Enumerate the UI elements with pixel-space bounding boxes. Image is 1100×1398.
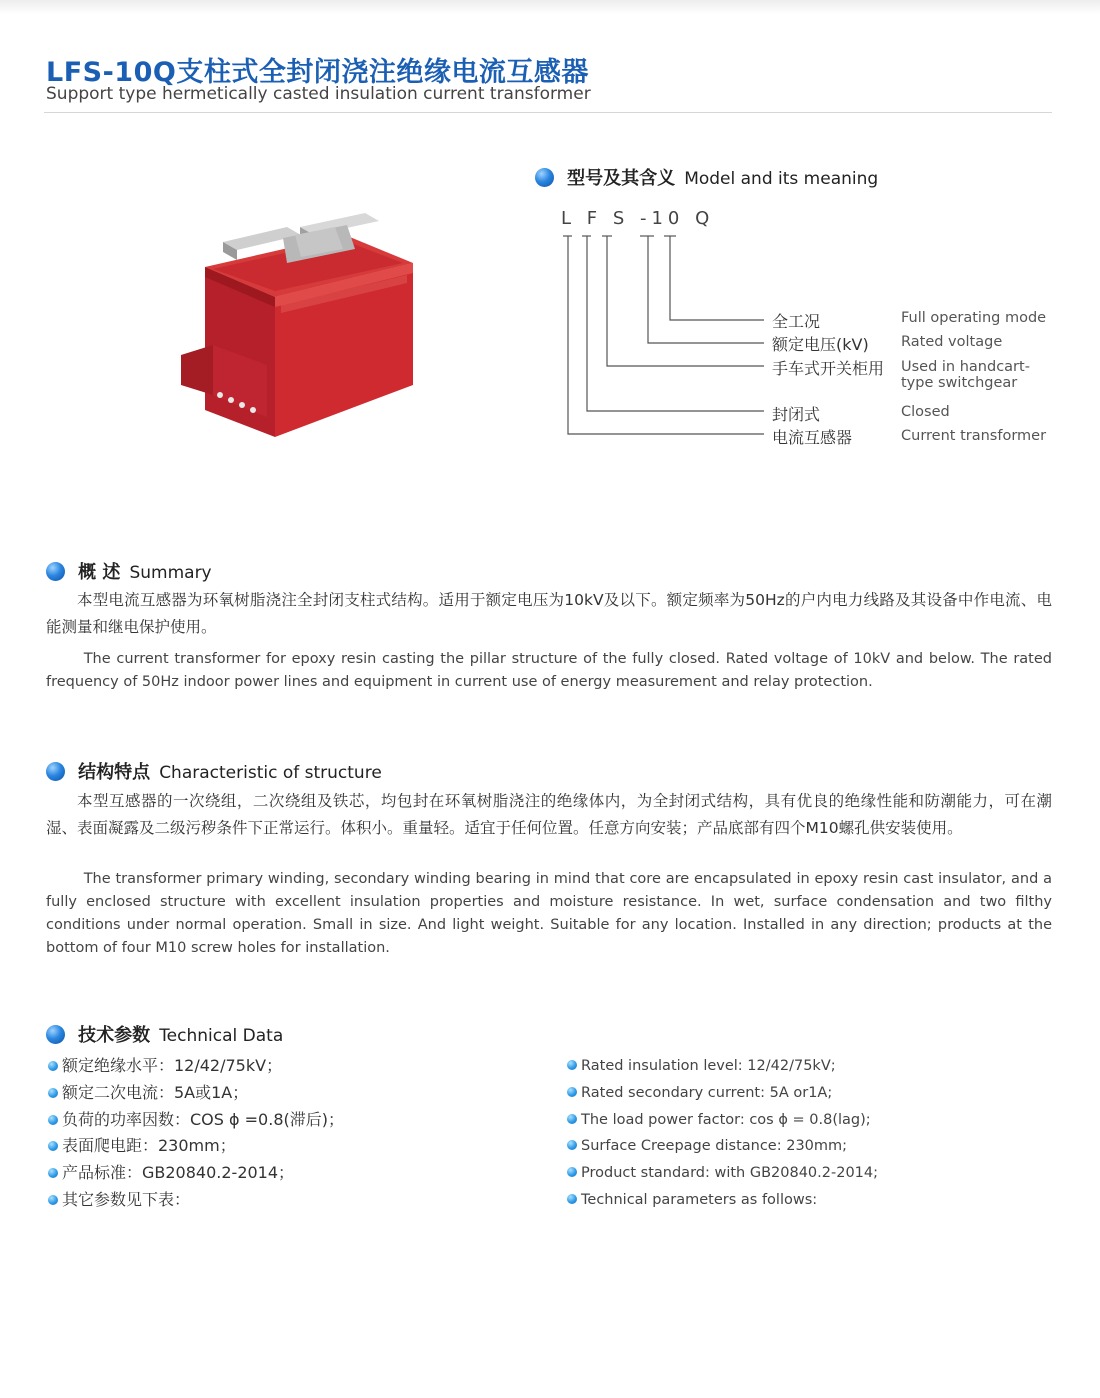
- model-item-cn: 封闭式: [772, 405, 821, 424]
- summary-text-cn: 本型电流互感器为环氧树脂浇注全封闭支柱式结构。适用于额定电压为10kV及以下。额定频率为50Hz的户内电力线路及其设备中作电流、电能测量和继电保护使用。: [46, 591, 1052, 636]
- page-title: LFS-10Q支柱式全封闭浇注绝缘电流互感器: [46, 57, 589, 88]
- model-item-cn: 额定电压(kV): [772, 335, 869, 354]
- spec-item: Rated secondary current: 5A or1A;: [567, 1080, 878, 1107]
- spec-item: Rated insulation level: 12/42/75kV;: [567, 1053, 878, 1080]
- dot-icon: [48, 1195, 58, 1205]
- dot-icon: [567, 1114, 577, 1124]
- bullet-icon: [535, 168, 554, 187]
- dot-icon: [567, 1194, 577, 1204]
- model-tree-lines: [560, 230, 780, 445]
- page-subtitle: Support type hermetically casted insulation current transformer: [46, 84, 591, 104]
- dot-icon: [567, 1060, 577, 1070]
- spec-item: Product standard: with GB20840.2-2014;: [567, 1160, 878, 1187]
- dot-icon: [48, 1088, 58, 1098]
- header-divider: [44, 112, 1052, 113]
- spec-item: 额定二次电流：5A或1A；: [48, 1080, 344, 1107]
- model-item-en: Closed: [901, 404, 950, 420]
- model-item-cn: 全工况: [772, 312, 821, 331]
- spec-item: 表面爬电距：230mm；: [48, 1133, 344, 1160]
- bullet-icon: [46, 762, 65, 781]
- bullet-icon: [46, 562, 65, 581]
- dot-icon: [567, 1140, 577, 1150]
- product-image: [175, 205, 425, 455]
- summary-heading: 概 述 Summary: [46, 558, 212, 584]
- model-item-en: Full operating mode: [901, 310, 1047, 326]
- dot-icon: [567, 1167, 577, 1177]
- dot-icon: [48, 1061, 58, 1071]
- model-heading: 型号及其含义 Model and its meaning: [535, 164, 878, 190]
- model-item-cn: 手车式开关柜用: [772, 359, 885, 378]
- model-item-cn: 电流互感器: [772, 428, 853, 447]
- spec-item: 产品标准：GB20840.2-2014；: [48, 1160, 344, 1187]
- structure-text-cn: 本型互感器的一次绕组，二次绕组及铁芯，均包封在环氧树脂浇注的绝缘体内，为全封闭式结构，具有优良的绝缘性能和防潮能力，可在潮湿、表面凝露及二级污秽条件下正常运行。体积小。重量轻。适宜于任何位置。任意方向安装；产品底部有四个M10螺孔供安装使用。: [46, 792, 1052, 837]
- dot-icon: [48, 1168, 58, 1178]
- spec-item: 额定绝缘水平：12/42/75kV；: [48, 1053, 344, 1080]
- bullet-icon: [46, 1025, 65, 1044]
- spec-item: Surface Creepage distance: 230mm;: [567, 1133, 878, 1160]
- spec-item: 其它参数见下表：: [48, 1187, 344, 1214]
- structure-text-en: The transformer primary winding, secondary winding bearing in mind that core are encapsulated in epoxy resin cast insulator, and a fully enclosed structure with excellent insulation properties and moisture resistance. In wet, surface condensation and two filthy conditions under normal operation. Small in size. And light weight. Suitable for any location. Installed in any direction; products at the bottom of four M10 screw holes for installation.: [46, 871, 1052, 956]
- spec-item: Technical parameters as follows:: [567, 1187, 878, 1214]
- dot-icon: [567, 1087, 577, 1097]
- spec-list-cn: [48, 1053, 344, 1214]
- summary-text-en: The current transformer for epoxy resin casting the pillar structure of the fully closed. Rated voltage of 10kV and below. The rated frequency of 50Hz indoor power lines and equipment in current use of energy measurement and relay protection.: [46, 651, 1052, 690]
- top-band: [0, 0, 1100, 14]
- dot-icon: [48, 1141, 58, 1151]
- model-item-en: Used in handcart-type switchgear: [901, 359, 1030, 391]
- spec-item: 负荷的功率因数：COS ϕ =0.8(滞后)；: [48, 1107, 344, 1134]
- technical-heading: 技术参数 Technical Data: [46, 1021, 283, 1047]
- spec-item: The load power factor: cos ϕ = 0.8(lag);: [567, 1107, 878, 1134]
- model-item-en: Rated voltage: [901, 334, 1003, 350]
- model-code: L F S -10 Q: [561, 208, 715, 229]
- dot-icon: [48, 1115, 58, 1125]
- model-item-en: Current transformer: [901, 428, 1047, 444]
- spec-list-en: [567, 1053, 878, 1214]
- structure-heading: 结构特点 Characteristic of structure: [46, 758, 382, 784]
